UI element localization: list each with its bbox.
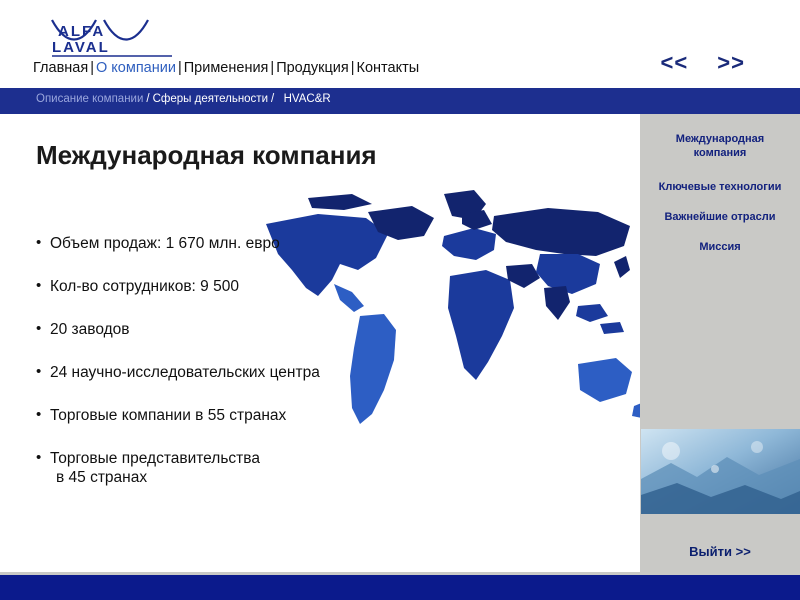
list-item xyxy=(36,406,386,425)
slide-content xyxy=(0,114,800,572)
logout-link[interactable]: Выйти >> xyxy=(689,544,751,559)
list-item xyxy=(36,320,386,339)
nav-separator: | xyxy=(350,60,355,76)
nav-item-contacts[interactable]: Контакты xyxy=(356,60,420,76)
nav-item-about[interactable]: О компании xyxy=(95,60,176,76)
svg-text:ALFA: ALFA xyxy=(58,23,106,40)
breadcrumb-separator: / xyxy=(146,93,150,105)
breadcrumb[interactable] xyxy=(36,93,331,105)
ice-water-photo xyxy=(641,429,800,514)
bullet-text: Торговые компании в 55 странах xyxy=(50,407,287,424)
bullet-text: 20 заводов xyxy=(50,321,130,338)
sidebar-item-key-industries[interactable]: Важнейшие отрасли xyxy=(664,211,776,223)
bullet-text: Объем продаж: 1 670 млн. евро xyxy=(50,235,280,252)
breadcrumb-separator: / xyxy=(271,93,275,105)
alfa-laval-logo xyxy=(48,16,178,58)
nav-separator: | xyxy=(90,60,94,76)
list-item xyxy=(36,449,386,487)
slide-navigation-arrows[interactable] xyxy=(638,50,745,76)
bottom-blue-bar xyxy=(0,575,800,600)
bullet-text: Торговые представительства xyxy=(50,450,260,467)
page-title: Международная компания xyxy=(36,140,377,170)
breadcrumb-item-hvacr[interactable]: HVAC&R xyxy=(283,93,331,105)
nav-item-applications[interactable]: Применения xyxy=(183,60,269,76)
sidebar-item-mission[interactable]: Миссия xyxy=(699,241,741,253)
list-item xyxy=(36,277,386,296)
nav-separator: | xyxy=(177,60,182,76)
breadcrumb-item-business-areas[interactable]: Сферы деятельности xyxy=(152,93,269,105)
right-sidebar-menu[interactable] xyxy=(648,132,792,270)
sidebar-item-key-technologies[interactable]: Ключевые технологии xyxy=(658,181,782,193)
bullet-text: Кол-во сотрудников: 9 500 xyxy=(50,278,239,295)
prev-slide-arrow[interactable]: << xyxy=(660,50,689,75)
nav-separator: | xyxy=(270,60,275,76)
next-slide-arrow[interactable]: >> xyxy=(717,50,745,75)
sidebar-item-international-company[interactable]: Международная компания xyxy=(675,133,765,159)
breadcrumb-bar xyxy=(0,88,800,114)
nav-item-products[interactable]: Продукция xyxy=(276,60,349,76)
bullet-list xyxy=(36,234,386,511)
list-item xyxy=(36,234,386,253)
bullet-text: 24 научно-исследовательских центра xyxy=(50,364,320,381)
breadcrumb-item-company-description[interactable]: Описание компании xyxy=(36,93,144,105)
top-navigation[interactable] xyxy=(33,60,419,76)
bullet-subtext: в 45 странах xyxy=(56,469,148,486)
nav-item-home[interactable]: Главная xyxy=(33,60,89,76)
list-item xyxy=(36,363,386,382)
svg-text:LAVAL: LAVAL xyxy=(52,39,110,56)
